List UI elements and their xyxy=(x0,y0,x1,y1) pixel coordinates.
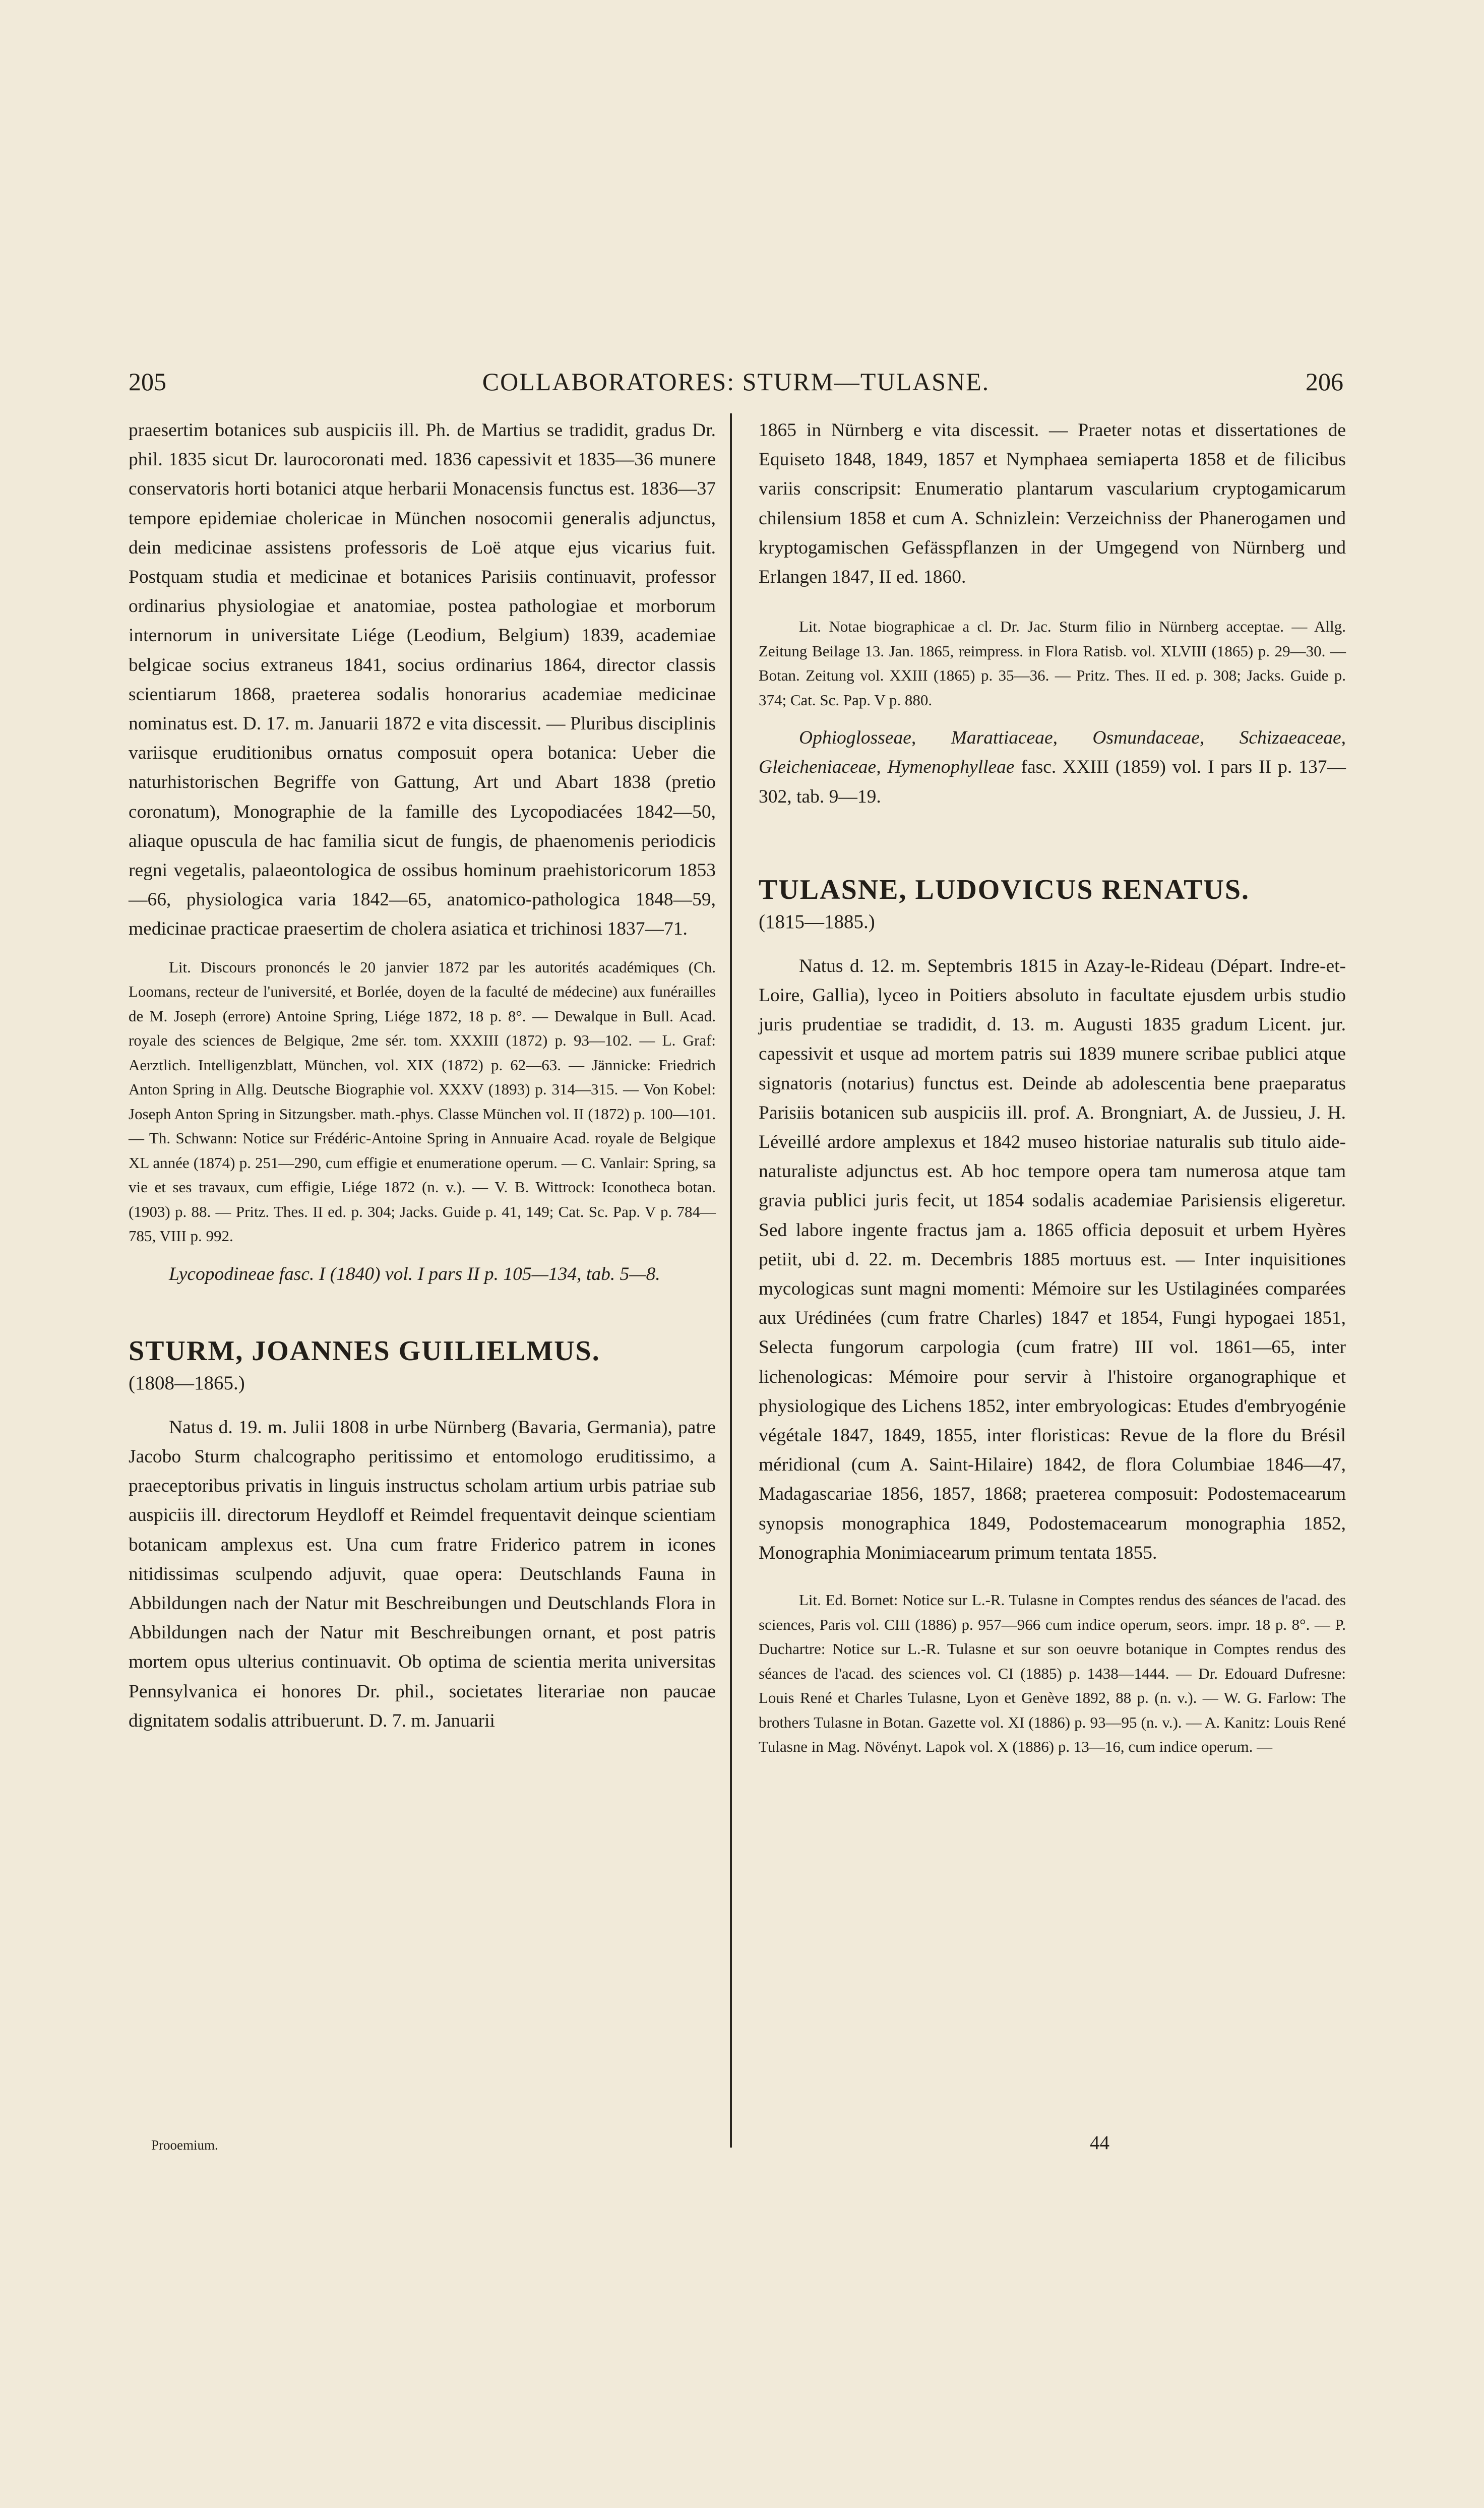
column-divider xyxy=(730,413,732,2148)
sturm-literature: Lit. Notae biographicae a cl. Dr. Jac. Sturm filio in Nürnberg acceptae. — Allg. Zeitung Beilage 13. Jan. 1865, reimpress. in Flora Ratisb. vol. XLVIII (1865) p. 29—30. — Botan. Zeitung vol. XXIII (1865) p. 35—36. — Pritz. Thes. II ed. p. 308; Jacks. Guide p. 374; Cat. Sc. Pap. V p. 880. xyxy=(759,618,1346,709)
page-number-left: 205 xyxy=(129,368,166,396)
right-column xyxy=(759,416,1346,1759)
spring-literature: Lit. Discours prononcés le 20 janvier 1872 par les autorités académiques (Ch. Loomans, recteur de l'université, et Borlée, doyen de la faculté de médecine) aux funérailles de M. Joseph (errore) Antoine Spring, Liége 1872, 18 p. 8°. — Dewalque in Bull. Acad. royale des sciences de Belgique, 2me sér. tom. XXXIII (1872) p. 93—102. — L. Graf: Aerztlich. Intelligenzblatt, München, vol. XIX (1872) p. 62—63. — Jännicke: Friedrich Anton Spring in Allg. Deutsche Biographie vol. XXXV (1893) p. 314—315. — Von Kobel: Joseph Anton Spring in Sitzungsber. math.-phys. Classe München vol. II (1872) p. 100—101. — Th. Schwann: Notice sur Frédéric-Antoine Spring in Annuaire Acad. royale de Belgique XL année (1874) p. 251—290, cum effigie et enumeratione operum. — C. Vanlair: Spring, sa vie et ses travaux, cum effigie, Liége 1872 (n. v.). — V. B. Wittrock: Iconotheca botan. (1903) p. 88. — Pritz. Thes. II ed. p. 304; Jacks. Guide p. 41, 149; Cat. Sc. Pap. V p. 784—785, VIII p. 992. xyxy=(129,958,716,1245)
sturm-contribution-reference: fasc. XXIII (1859) vol. I pars II p. 137—302, tab. 9—19. xyxy=(759,757,1346,807)
page-number-right: 206 xyxy=(1306,368,1343,396)
sturm-biography: Natus d. 19. m. Julii 1808 in urbe Nürnberg (Bavaria, Germania), patre Jacobo Sturm chalcographo peritissimo et entomologo eruditissimo, a praeceptoribus privatis in linguis instructus scholam artium urbis patriae sub auspiciis ill. directorum Heydloff et Reimdel frequentavit deinque scientiam botanicam amplexus est. Una cum fratre Friderico patrem in icones nitidissimas sculpendo adjuvit, quae opera: Deutschlands Fauna in Abbildungen nach der Natur mit Beschreibungen und Deutschlands Flora in Abbildungen nach der Natur mit Beschreibungen ornant, et post patris mortem opus ulterius continuavit. Ob optima de scientia merita universitas Pennsylvanica ei honores Dr. phil., societates literariae non paucae dignitatem sodalis attribuerunt. D. 7. m. Januarii xyxy=(129,1417,716,1731)
tulasne-entry-name: TULASNE, LUDOVICUS RENATUS. xyxy=(759,874,1250,905)
tulasne-biography: Natus d. 12. m. Septembris 1815 in Azay-le-Rideau (Départ. Indre-et-Loire, Gallia), lyceo in Poitiers absoluto in facultate ejusdem urbis studio juris prudentiae se tradidit, d. 13. m. Augusti 1835 gradum Licent. jur. capessivit et usque ad mortem patris sui 1839 munere scribae publici atque signatoris (notarius) functus est. Deinde ab adolescentia bene praeparatus Parisiis botanicen sub auspiciis ill. prof. A. Brongniart, A. de Jussieu, J. H. Léveillé ardore amplexus et 1842 museo historiae naturalis sub titulo aide-naturaliste adjunctus est. Ab hoc tempore opera tam numerosa atque tam gravia publici juris fecit, ut 1854 sodalis academiae Parisiensis eligeretur. Sed labore ingente fractus jam a. 1865 officia deposuit et urbem Hyères petiit, ubi d. 22. m. Decembris 1885 mortuus est. — Inter inquisitiones mycologicas sunt magni momenti: Mémoire sur les Ustilaginées comparées aux Urédinées (cum fratre Charles) 1847 et 1854, Fungi hypogaei 1851, Selecta fungorum carpologia (cum fratre) III vol. 1861—65, inter lichenologicas: Mémoire pour servir à l'histoire organographique et physiologique des Lichens 1852, inter embryologicas: Etudes d'embryogénie végétale 1847, 1849, 1855, inter floristicas: Revue de la flore du Brésil méridional (cum A. Saint-Hilaire) 1842, de flora Columbiae 1846—47, Madagascariae 1856, 1857, 1868; praeterea composuit: Podostemacearum synopsis monographica 1849, Podostemacearum monographia 1852, Monographia Monimiacearum primum tentata 1855. xyxy=(759,955,1346,1563)
sturm-contribution-families: Ophioglosseae, Marattiaceae, Osmundaceae, Schizaeaceae, Gleicheniaceae, Hymenophylleae xyxy=(759,727,1346,778)
sturm-entry-dates: (1808—1865.) xyxy=(129,1372,245,1394)
signature-mark: 44 xyxy=(1090,2132,1109,2154)
tulasne-entry-dates: (1815—1885.) xyxy=(759,910,875,933)
sturm-entry-name: STURM, JOANNES GUILIELMUS. xyxy=(129,1335,600,1367)
footnote: Prooemium. xyxy=(151,2137,218,2153)
spring-contribution: Lycopodineae fasc. I (1840) vol. I pars II p. 105—134, tab. 5—8. xyxy=(169,1263,660,1284)
sturm-biography-continued: 1865 in Nürnberg e vita discessit. — Praeter notas et dissertationes de Equiseto 1848, 1849, 1857 et Nymphaea semiaperta 1858 et de filicibus variis conscripsit: Enumeratio plantarum vascularium cryptogamicarum chilensium 1858 et cum A. Schnizlein: Verzeichniss der Phanerogamen und kryptogamischen Gefässpflanzen in der Umgegend von Nürnberg und Erlangen 1847, II ed. 1860. xyxy=(759,420,1346,588)
sturm-contribution xyxy=(759,723,1346,812)
tulasne-literature: Lit. Ed. Bornet: Notice sur L.-R. Tulasne in Comptes rendus des séances de l'acad. des sciences, Paris vol. CIII (1886) p. 957—966 cum indice operum, seors. impr. 18 p. 8°. — P. Duchartre: Notice sur L.-R. Tulasne et sur son oeuvre botanique in Comptes rendus des séances de l'acad. des sciences vol. CI (1885) p. 1438—1444. — Dr. Edouard Dufresne: Louis René et Charles Tulasne, Lyon et Genève 1892, 88 p. (n. v.). — W. G. Farlow: The brothers Tulasne in Botan. Gazette vol. XI (1886) p. 93—95 (n. v.). — A. Kanitz: Louis René Tulasne in Mag. Növényt. Lapok vol. X (1886) p. 13—16, cum indice operum. — xyxy=(759,1591,1346,1756)
spring-biography: praesertim botanices sub auspiciis ill. Ph. de Martius se tradidit, gradus Dr. phil. 1835 sicut Dr. laurocoronati med. 1836 capessivit et 1835—36 munere conservatoris horti botanici atque herbarii Monacensis functus est. 1836—37 tempore epidemiae cholericae in München nosocomii generalis adjunctus, dein medicinae assistens professoris de Loë atque ejus vicarius fuit. Postquam studia et medicinae et botanices Parisiis continuavit, professor ordinarius physiologiae et anatomiae, postea pathologiae et morborum internorum in universitate Liége (Leodium, Belgium) 1839, academiae belgicae socius extraneus 1841, socius ordinarius 1864, director classis scientiarum 1868, praeterea sodalis honorarius academiae medicinae nominatus est. D. 17. m. Januarii 1872 e vita discessit. — Pluribus disciplinis variisque eruditionibus ornatus composuit opera botanica: Ueber die naturhistorischen Begriffe von Gattung, Art und Abart 1838 (pretio coronatum), Monographie de la famille des Lycopodiacées 1842—50, aliaque opuscula de hac familia sicut de fungis, de phaenomenis periodicis regni vegetalis, palaeontologica de ossibus hominum praehistoricorum 1853—66, physiologica varia 1842—65, anatomico-pathologica 1848—59, medicinae practicae praesertim de cholera asiatica et trichinosi 1837—71. xyxy=(129,420,716,940)
running-head xyxy=(129,364,1343,399)
running-title: COLLABORATORES: STURM—TULASNE. xyxy=(482,368,990,396)
left-column xyxy=(129,416,716,1736)
